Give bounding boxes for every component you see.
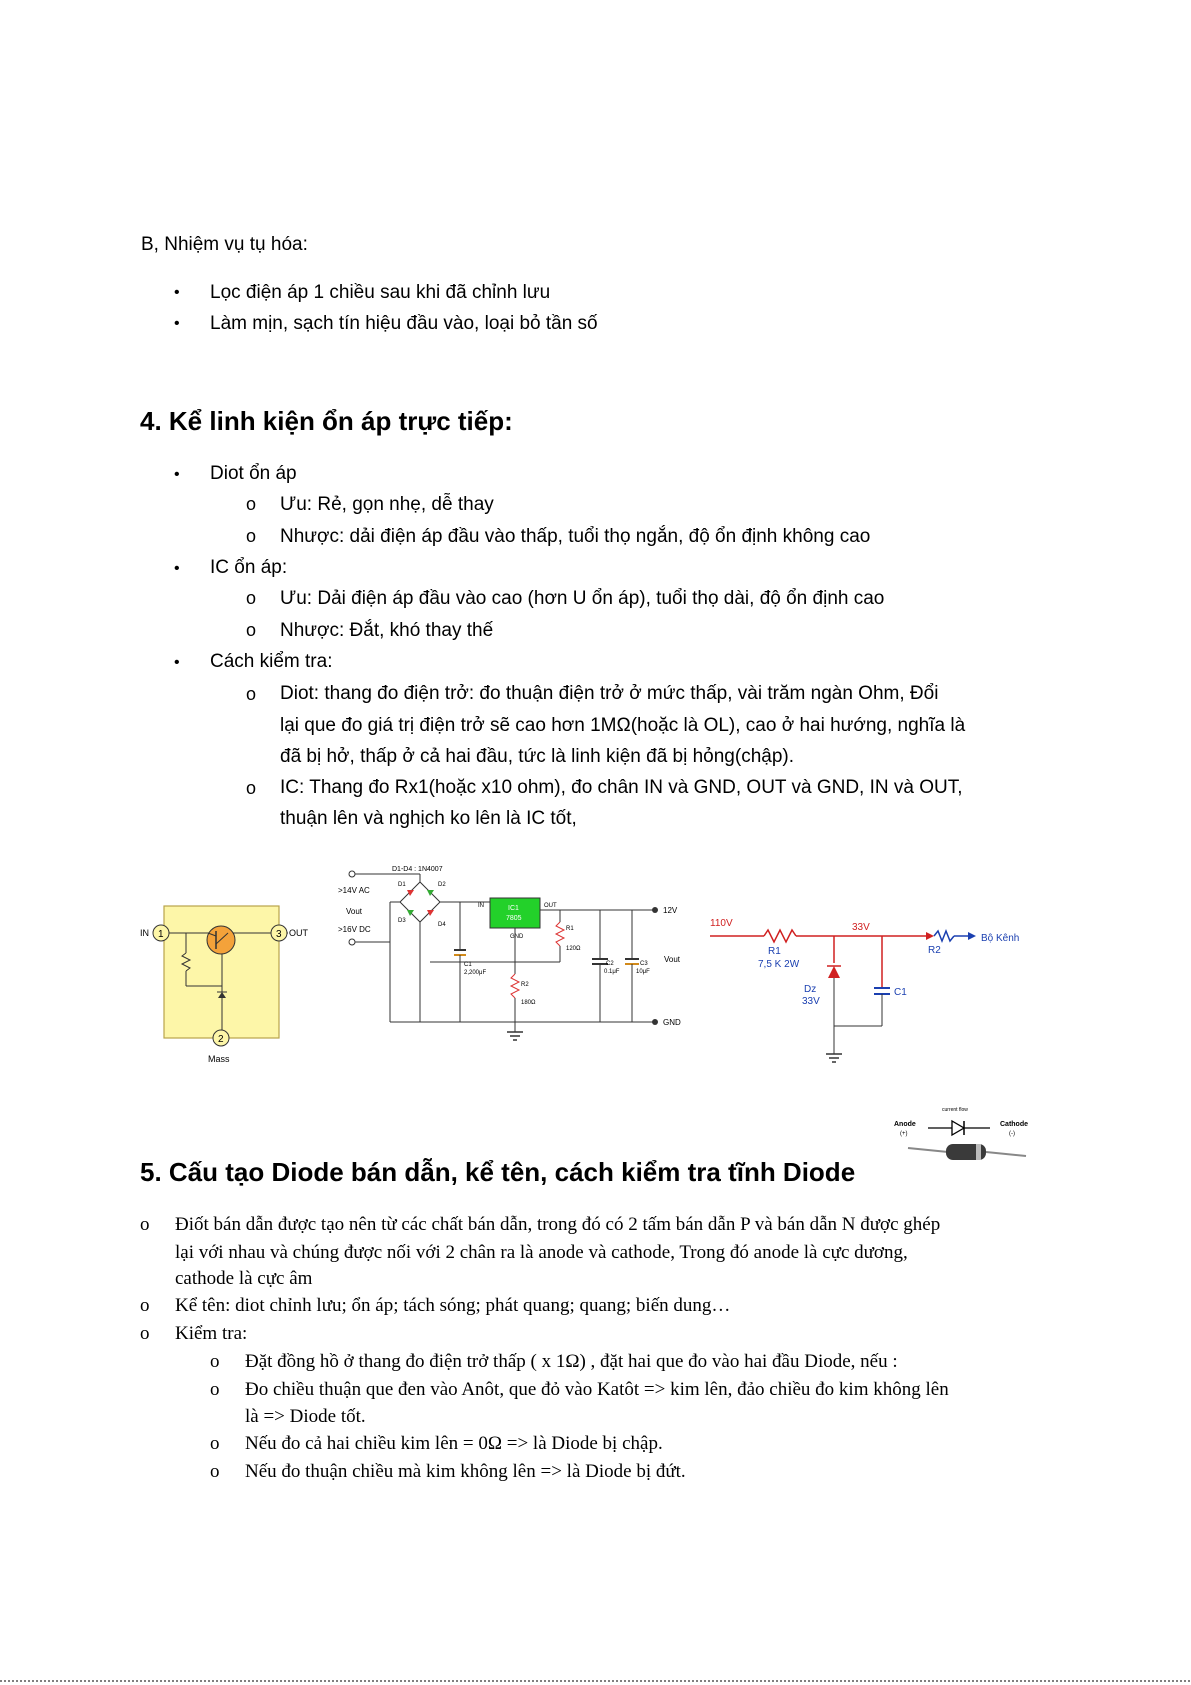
sub-bullet-icon: o	[210, 1379, 220, 1400]
c1-label: C1	[464, 962, 472, 968]
zener-regulator-diagram	[706, 908, 1036, 1068]
gnd-label: GND	[663, 1018, 681, 1027]
section5-title: 5. Cấu tạo Diode bán dẫn, kể tên, cách kiểm tra tĩnh Diode	[140, 1157, 856, 1187]
section4-item-diot: Diot ổn áp	[210, 463, 297, 484]
circuit-header: D1-D4 : 1N4007	[392, 866, 443, 873]
diode-anode-label: Anode	[894, 1121, 916, 1128]
bullet-icon: •	[174, 560, 180, 577]
zener-c1: C1	[894, 987, 907, 998]
bullet-icon: •	[174, 466, 180, 483]
bullet-icon: •	[174, 315, 180, 332]
zener-vout: 33V	[852, 922, 870, 933]
test-diot-line-2: lại que đo giá trị điện trở sẽ cao hơn 1MΩ(hoặc là OL), cao ở hai hướng, nghĩa là	[280, 715, 966, 736]
r2-label: R2	[521, 982, 529, 988]
d2-label: D2	[438, 882, 446, 888]
ic-pin2-label: 2	[218, 1034, 224, 1045]
diot-pro: Ưu: Rẻ, gọn nhẹ, dễ thay	[280, 494, 494, 515]
r1-label: R1	[566, 926, 574, 932]
d4-label: D4	[438, 922, 446, 928]
diode-test-step-2-line-2: là => Diode tốt.	[245, 1406, 366, 1427]
section4-item-ic: IC ổn áp:	[210, 557, 288, 578]
diode-structure-line-2: lại với nhau và chúng được nối với 2 chân ra là anode và cathode, Trong đó anode là cực dương,	[175, 1242, 908, 1263]
section4-title: 4. Kể linh kiện ổn áp trực tiếp:	[140, 406, 513, 436]
diode-test-step-4: Nếu đo thuận chiều mà kim không lên => là Diode bị đứt.	[245, 1461, 686, 1482]
circuit-dc-label: >16V DC	[338, 925, 371, 934]
sub-bullet-icon: o	[246, 494, 257, 514]
sub-bullet-icon: o	[210, 1461, 220, 1482]
ic-pro: Ưu: Dải điện áp đầu vào cao (hơn U ổn áp), tuổi thọ dài, độ ổn định cao	[280, 588, 885, 609]
test-diot-line-3: đã bị hở, thấp ở cả hai đầu, tức là linh kiện đã bị hỏng(chập).	[280, 746, 795, 767]
ic-regulator-diagram	[138, 898, 308, 1066]
diot-con: Nhược: dải điện áp đầu vào thấp, tuổi thọ ngắn, độ ổn định không cao	[280, 526, 871, 547]
sub-bullet-icon: o	[246, 778, 257, 798]
diode-types: Kể tên: diot chỉnh lưu; ổn áp; tách sóng; phát quang; quang; biến dung…	[175, 1295, 731, 1316]
diode-cathode-label: Cathode	[1000, 1121, 1028, 1128]
zener-r1v: 7,5 K 2W	[758, 959, 800, 970]
zener-dzv: 33V	[802, 996, 820, 1007]
bullet-icon: •	[174, 284, 180, 301]
zener-vin: 110V	[710, 918, 733, 929]
c2-value: 0.1μF	[604, 969, 620, 975]
section4-item-test: Cách kiểm tra:	[210, 651, 333, 672]
ic1-in: IN	[478, 903, 484, 909]
diode-test-step-2-line-1: Đo chiều thuận que đen vào Anôt, que đỏ vào Katôt => kim lên, đảo chiều đo kim không lên	[245, 1379, 949, 1400]
c3-label: C3	[640, 961, 648, 967]
test-ic-line-1: IC: Thang đo Rx1(hoặc x10 ohm), đo chân IN và GND, OUT và GND, IN và OUT,	[280, 777, 963, 798]
c3-value: 10μF	[636, 969, 650, 975]
d3-label: D3	[398, 918, 406, 924]
bullet-icon: •	[174, 654, 180, 671]
sub-bullet-icon: o	[210, 1433, 220, 1454]
ic-pin1-label: 1	[158, 929, 164, 940]
circuit-ac-label: >14V AC	[338, 886, 370, 895]
sub-bullet-icon: o	[210, 1351, 220, 1372]
sub-bullet-icon: o	[246, 526, 257, 546]
circuit-vout-label: Vout	[346, 907, 363, 916]
zener-r1: R1	[768, 946, 781, 957]
sub-bullet-icon: o	[246, 684, 257, 704]
d1-label: D1	[398, 882, 406, 888]
capacitor-heading: B, Nhiệm vụ tụ hóa:	[141, 234, 308, 255]
vout2-label: Vout	[664, 955, 681, 964]
ic-con: Nhược: Đắt, khó thay thế	[280, 620, 494, 641]
out-12v-label: 12V	[663, 906, 678, 915]
ic1-gnd: GND	[510, 934, 524, 940]
capacitor-bullet-1: Lọc điện áp 1 chiều sau khi đã chỉnh lưu	[210, 282, 551, 303]
diode-test-step-3: Nếu đo cả hai chiều kim lên = 0Ω => là Diode bị chập.	[245, 1433, 663, 1454]
capacitor-bullet-2: Làm mịn, sạch tín hiệu đầu vào, loại bỏ tần số	[210, 313, 598, 334]
ic-mass-label: Mass	[208, 1054, 230, 1064]
ic1-part: 7805	[506, 915, 522, 922]
sub-bullet-icon: o	[246, 620, 257, 640]
diode-symbol-figure	[890, 1104, 1040, 1166]
zener-dz: Dz	[804, 984, 817, 995]
sub-bullet-icon: o	[246, 588, 257, 608]
c2-label: C2	[606, 961, 614, 967]
r2-value: 180Ω	[521, 1000, 536, 1006]
ic-in-label: IN	[140, 928, 149, 938]
ic1-label: IC1	[508, 905, 519, 912]
diode-test-heading: Kiểm tra:	[175, 1323, 248, 1344]
sub-bullet-icon: o	[140, 1295, 150, 1316]
zener-r2: R2	[928, 945, 941, 956]
c1-value: 2,200μF	[464, 970, 487, 976]
diode-anode-sign: (+)	[900, 1131, 908, 1137]
ic-out-label: OUT	[289, 928, 308, 938]
sub-bullet-icon: o	[140, 1214, 150, 1235]
diode-current-label: current flow	[942, 1107, 968, 1113]
diode-structure-line-3: cathode là cực âm	[175, 1268, 313, 1289]
regulator-circuit-diagram	[330, 862, 690, 1052]
sub-bullet-icon: o	[140, 1323, 150, 1344]
zener-load: Bộ Kênh	[981, 933, 1020, 944]
r1-value: 120Ω	[566, 946, 581, 952]
ic1-out: OUT	[544, 903, 557, 909]
ic-pin3-label: 3	[276, 929, 282, 940]
test-ic-line-2: thuận lên và nghịch ko lên là IC tốt,	[280, 808, 577, 829]
diode-test-step-1: Đặt đồng hồ ở thang đo điện trở thấp ( x 1Ω) , đặt hai que đo vào hai đầu Diode, nếu :	[245, 1351, 898, 1372]
page-bottom-divider	[0, 1680, 1191, 1682]
diode-structure-line-1: Điốt bán dẫn được tạo nên từ các chất bán dẫn, trong đó có 2 tấm bán dẫn P và bán dẫn N được ghép	[175, 1214, 941, 1235]
test-diot-line-1: Diot: thang đo điện trở: đo thuận điện trở ở mức thấp, vài trăm ngàn Ohm, Đổi	[280, 683, 939, 704]
diode-cathode-sign: (-)	[1009, 1131, 1015, 1137]
